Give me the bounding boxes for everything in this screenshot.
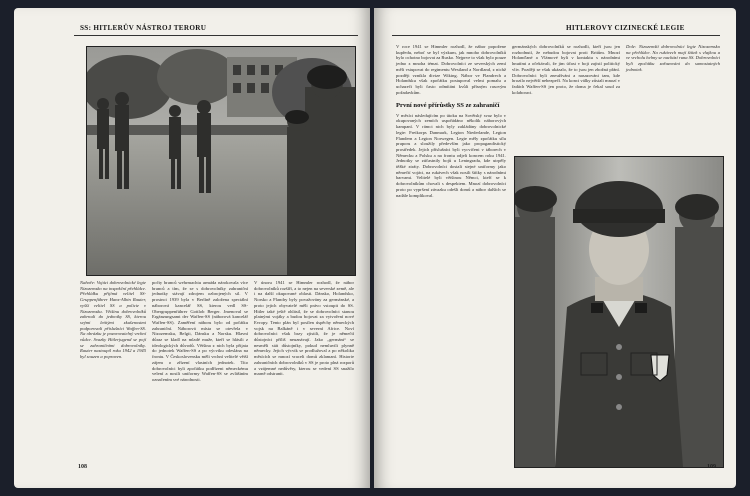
parade-photo-image	[87, 47, 355, 275]
soldier-portrait-photo	[514, 156, 724, 468]
page-number: 108	[78, 464, 87, 470]
photo-caption: Dole: Nizozemští dobrovolníci legie Nizozemsko na přehlídce. Na rukávech mají štítek s vlajkou a ve vrcholu helmy se nachází runa SS. Dobrovolníci byli zpočátku zařazováni do samostatných jednotek.	[626, 44, 720, 72]
photo-caption: Nahoře: Vojáci dobrovolnické legie Nizozemsko na inspekční přehlídce. Přehlídku přijímá velitel SS-Gruppenführer Hans-Albin Rauter, vyšší velitel SS a policie v Nizozemsku. Většinu dobrovolníků zahrnuli do jednotky SS, kterou svými letitými zkušenostmi podporovali příslušníci Waffen-SS. Na obrázku je pozorovatelný vrchní vůdce. Svazky Hitlerjugend se pojí se zahraničními dobrovolníky. Rauter nastoupil roku 1942 a 1945 byl souzen a popraven.	[80, 280, 146, 360]
running-header: HITLEROVY CIZINECKÉ LEGIE	[566, 24, 685, 32]
header-rule	[392, 35, 720, 36]
text-column-1: počty branců wehrmachtu armáda nárokovala více branců a tím, že se s dobrovolníky zahraniční jednotky stávají zdrojem ozbrojených sil. V prosinci 1939 byla v Berlíně založena speciální náborová kancelář SS, kterou vedl SS-Obergruppenführer Gottlob Berger. Jmenoval se Ergänzungsamt der Waffen-SS (náborová kancelář Waffen-SS). Zaměření náboru bylo od počátku zahraniční. Náborová místa se otevřela v Nizozemsku, Belgii, Dánsku a Norsku. Hlavní důraz se kladl na mladé muže, kteří se hlásili z ideologických důvodů. Většina z nich byla přijata do jednotek Waffen-SS a po výcviku odeslána na frontu. V Československu měli vrchní velitelé větší zájem o zřízení vlastních jednotek. Tito dobrovolníci byli zpočátku podřízeni německému velení a nosili uniformy Waffen-SS se zvláštním označením své národnosti.	[152, 280, 248, 382]
page-number: 109	[707, 464, 716, 470]
right-page	[374, 8, 736, 488]
section-heading: První nové přírůstky SS ze zahraničí	[396, 102, 500, 110]
intro-paragraph: V roce 1941 se Himmler rozhodl, že nábor popožene kupředu, neboť se byl výzkum, jak mnoho dobrovolníků bylo ochotno bojovat za Rusko. Nejprve to však bylo pouze jedno z mnoha témat. Dobrovolníci ze severských zemí měli vstupovat do regimentu Westland a Nordland, z nichž později vznikla divize Wiking. Nábor ve Flandrech a Holandsku však zpočátku postupoval velmi pomalu a uchazeči byli často odmítáni kvůli přísným rasovým požadavkům.	[396, 44, 506, 95]
parade-photo	[86, 46, 356, 276]
text-column-1	[396, 44, 506, 464]
soldier-portrait-image	[515, 157, 723, 467]
section-body: V měsíci následujícím po útoku na Sovětský svaz bylo v okupovaných zemích uspořádáno několik náborových kampaní. V rámci nich byly zakládány dobrovolnické legie: Freikorps Danmark, Legion Niederlande, Legion Flandern a Legion Norwegen. Legie měly zpočátku sílu praporu a sloužily především jako propagandistický prostředek. Jejich příslušníci byli vycvičeni v táborech v Německu a Polsku a na frontu odjeli koncem roku 1941. Jednotky se zúčastnily bojů u Leningradu, kde utrpěly těžké ztráty. Dobrovolníci dostali stejné uniformy jako němečtí vojáci, na rukávech však nosili štítky s národními barvami. Velitelé byli většinou Němci, kteří se k dobrovolníkům chovali s despektem. Mnozí dobrovolníci proto po vypršení závazku odešli domů a nábor dalších se nadále komplikoval.	[396, 112, 506, 198]
text-column-2: V únoru 1941 se Himmler rozhodl, že nábor dobrovolníků rozšíří, a to nejen na severské země, ale i na další okupované oblasti. Dánsko, Holandsko, Norsko a Flandry byly považovány za germánské, a proto jejich obyvatelé měli právo vstoupit do SS. Hitler také ještě ohlásil, že se dobrovolníci stanou platnými vojáky a budou bojovat za vytvoření nové Evropy. Tento plán byl posílen úspěchy německých vojsk na Balkáně i v severní Africe. Noví dobrovolníci však brzy zjistili, že je němečtí důstojníci příliš neuznávají. Jako „germáni“ se nesměli stát důstojníky, pokud nemluvili plynně německy. Jejich výcvik se prodlužoval a po několika měsících se mnozí vraceli domů zklamaní. Historie zahraničních dobrovolníků v SS je proto plná rozporů a vzájemné nedůvěry, kterou se vedení SS snažilo marně odstranit.	[254, 280, 354, 377]
running-header: SS: HITLERŮV NÁSTROJ TERORU	[80, 24, 207, 32]
left-page	[14, 8, 370, 488]
header-rule	[74, 35, 358, 36]
text-column-2: germánských dobrovolníků se rozhodli, kteří jsou jen rozhodnutí, že nebudou bojovat proti Britům. Mnozí Holanďané a Vlámové byli v kontaktu s národními hnutími a očekávali, že jim účast v boji zajistí politický vliv. Později se však ukázalo, že to jsou jen zbožná přání. Dobrovolníci byli zneužíváni a nasazováni tam, kde hrozilo největší nebezpečí. Na konci války zůstali mnozí v řadách Waffen-SS jen proto, že doma je čekal soud za kolaboraci.	[512, 44, 620, 95]
